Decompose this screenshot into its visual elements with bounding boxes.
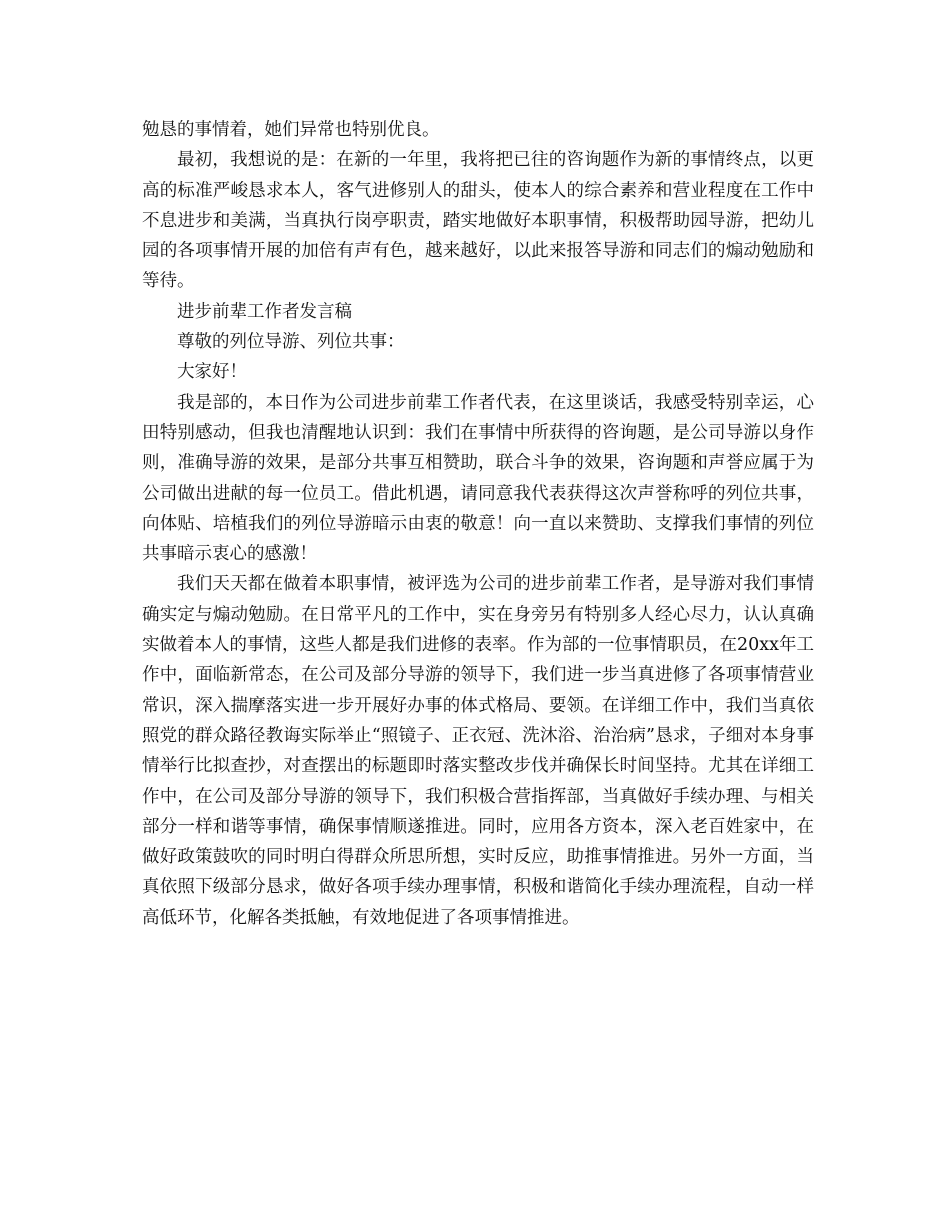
speech-greeting: 大家好！ (177, 362, 247, 383)
paragraph-body: 最初，我想说的是：在新的一年里，我将把已往的咨询题作为新的事情终点，以更高的标准严峻恳求本人，客气进修别人的甜头，使本人的综合素养和营业程度在工作中不息进步和美满，当真执行岗亭职责，踏实地做好本职事情，积极帮助园导游，把幼儿园的各项事情开展的加倍有声有色，越来越好，以此来报答导游和同志们的煽动勉励和等待。 (142, 150, 814, 292)
speech-salutation: 尊敬的列位导游、列位共事： (177, 332, 405, 353)
paragraph-body: 我们天天都在做着本职事情，被评选为公司的进步前辈工作者，是导游对我们事情确实定与煽动勉励。在日常平凡的工作中，实在身旁另有特别多人经心尽力，认认真确实做着本人的事情，这些人都是我们进修的表率。作为部的一位事情职员，在20xx年工作中，面临新常态，在公司及部分导游的领导下，我们进一步当真进修了各项事情营业常识，深入揣摩落实进一步开展好办事的体式格局、要领。在详细工作中，我们当真依照党的群众路径教诲实际举止“照镜子、正衣冠、洗沐浴、治治病”恳求，子细对本身事情举行比拟查抄，对查摆出的标题即时落实整改步伐并确保长时间坚持。尤其在详细工作中，在公司及部分导游的领导下，我们积极合营指挥部，当真做好手续办理、与相关部分一样和谐等事情，确保事情顺遂推进。同时，应用各方资本，深入老百姓家中，在做好政策鼓吹的同时明白得群众所思所想，实时反应，助推事情推进。另外一方面，当真依照下级部分恳求，做好各项手续办理事情，积极和谐简化手续办理流程，自动一样高低环节，化解各类抵触，有效地促进了各项事情推进。 (142, 574, 815, 928)
paragraph-continuation: 勉恳的事情着，她们异常也特别优良。 (142, 120, 440, 140)
document-body (142, 115, 814, 933)
speech-title: 进步前辈工作者发言稿 (177, 301, 352, 322)
paragraph-body: 我是部的，本日作为公司进步前辈工作者代表，在这里谈话，我感受特别幸运，心田特别感动，但我也清醒地认识到：我们在事情中所获得的咨询题，是公司导游以身作则，准确导游的效果，是部分共事互相赞助，联合斗争的效果，咨询题和声誉应属于为公司做出进献的每一位员工。借此机遇，请同意我代表获得这次声誉称呼的列位共事，向体贴、培植我们的列位导游暗示由衷的敬意！向一直以来赞助、支撑我们事情的列位共事暗示衷心的感激！ (142, 392, 814, 565)
